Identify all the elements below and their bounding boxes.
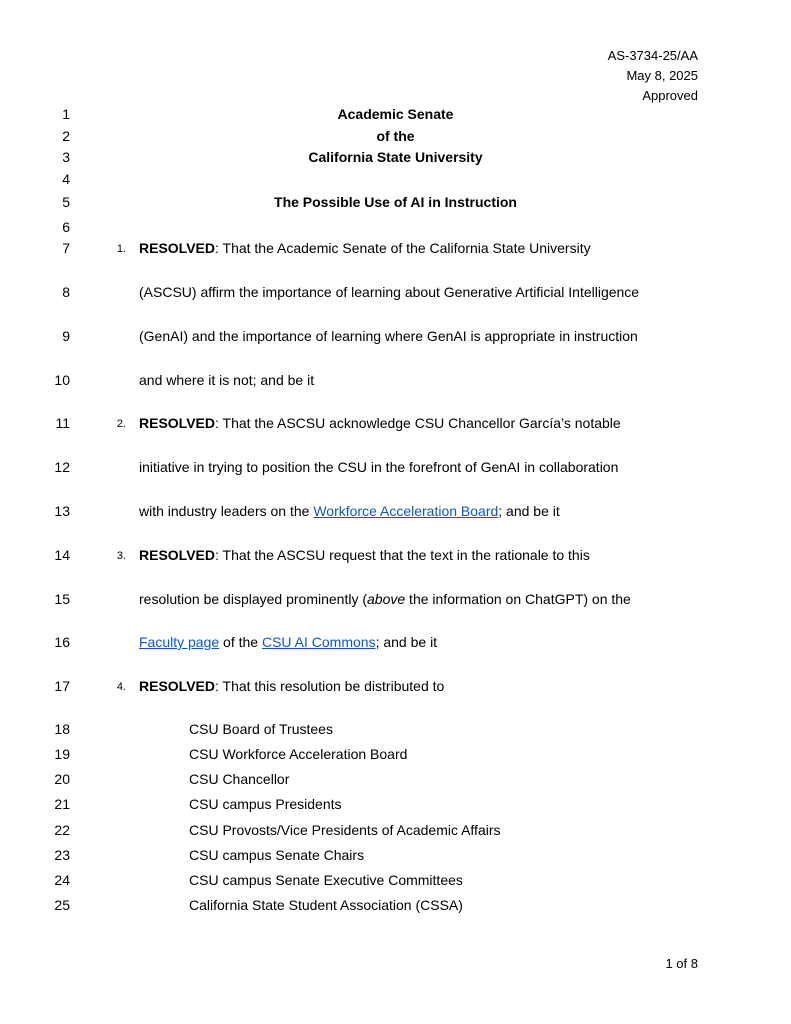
line-number: 9 [62, 328, 70, 344]
csu-ai-commons-link[interactable]: CSU AI Commons [261, 634, 376, 650]
line-number: 1 [62, 106, 70, 122]
resolved-keyword: RESOLVED [139, 415, 215, 431]
line-number: 22 [54, 822, 70, 838]
line-number: 14 [54, 547, 70, 563]
resolution-3-line-3: Faculty page of the CSU AI Commons; and be it [139, 634, 438, 650]
line-number: 15 [54, 591, 70, 607]
line-number: 13 [54, 503, 70, 519]
line-number: 24 [54, 872, 70, 888]
resolution-2-line-2: initiative in trying to position the CSU in the forefront of GenAI in collaboration [139, 459, 619, 475]
university-title: California State University [308, 149, 483, 165]
list-item: CSU Workforce Acceleration Board [189, 746, 408, 762]
line-number: 11 [55, 415, 70, 431]
resolution-3-line-2: resolution be displayed prominently (above the information on ChatGPT) on the [139, 591, 631, 607]
line-number: 23 [54, 847, 70, 863]
list-item: CSU Board of Trustees [189, 721, 333, 737]
list-item: CSU Provosts/Vice Presidents of Academic Affairs [189, 822, 501, 838]
line-number: 5 [62, 194, 70, 210]
list-item: CSU campus Presidents [189, 796, 342, 812]
resolution-number: 3. [116, 550, 126, 562]
line-number: 3 [62, 149, 70, 165]
resolution-number: 1. [116, 243, 126, 255]
workforce-acceleration-board-link[interactable]: Workforce Acceleration Board [313, 503, 499, 519]
senate-title: Academic Senate [337, 106, 454, 122]
line-number: 18 [54, 721, 70, 737]
resolution-2-line-1: RESOLVED: That the ASCSU acknowledge CSU Chancellor García’s notable [139, 415, 621, 431]
emphasis-above: above [367, 591, 406, 607]
document-status: Approved [642, 88, 698, 103]
line-number: 21 [54, 796, 70, 812]
line-number: 20 [54, 771, 70, 787]
list-item: California State Student Association (CSSA) [189, 897, 463, 913]
resolved-keyword: RESOLVED [139, 678, 215, 694]
list-item: CSU Chancellor [189, 771, 290, 787]
resolution-number: 4. [116, 681, 126, 693]
line-number: 8 [62, 284, 70, 300]
resolved-keyword: RESOLVED [139, 547, 215, 563]
resolved-keyword: RESOLVED [139, 240, 215, 256]
faculty-page-link[interactable]: Faculty page [139, 634, 220, 650]
line-number: 19 [54, 746, 70, 762]
page-number: 1 of 8 [665, 956, 698, 971]
line-number: 4 [62, 171, 70, 187]
line-number: 2 [62, 128, 70, 144]
line-number: 7 [62, 240, 70, 256]
document-id: AS-3734-25/AA [607, 48, 698, 63]
resolution-2-line-3: with industry leaders on the Workforce Acceleration Board; and be it [139, 503, 560, 519]
line-number: 12 [54, 459, 70, 475]
senate-title-of: of the [376, 128, 415, 144]
list-item: CSU campus Senate Chairs [189, 847, 365, 863]
document-date: May 8, 2025 [626, 68, 698, 83]
resolution-1-line-4: and where it is not; and be it [139, 372, 315, 388]
line-number: 17 [54, 678, 70, 694]
resolution-1-line-2: (ASCSU) affirm the importance of learning about Generative Artificial Intelligence [139, 284, 640, 300]
resolution-3-line-1: RESOLVED: That the ASCSU request that the text in the rationale to this [139, 547, 590, 563]
list-item: CSU campus Senate Executive Committees [189, 872, 463, 888]
resolution-1-line-3: (GenAI) and the importance of learning where GenAI is appropriate in instruction [139, 328, 638, 344]
resolution-1-line-1: RESOLVED: That the Academic Senate of the California State University [139, 240, 591, 256]
resolution-number: 2. [116, 418, 126, 430]
resolution-title: The Possible Use of AI in Instruction [274, 194, 517, 210]
line-number: 25 [54, 897, 70, 913]
resolution-4-line-1: RESOLVED: That this resolution be distributed to [139, 678, 445, 694]
line-number: 6 [62, 219, 70, 235]
line-number: 10 [54, 372, 70, 388]
line-number: 16 [54, 634, 70, 650]
